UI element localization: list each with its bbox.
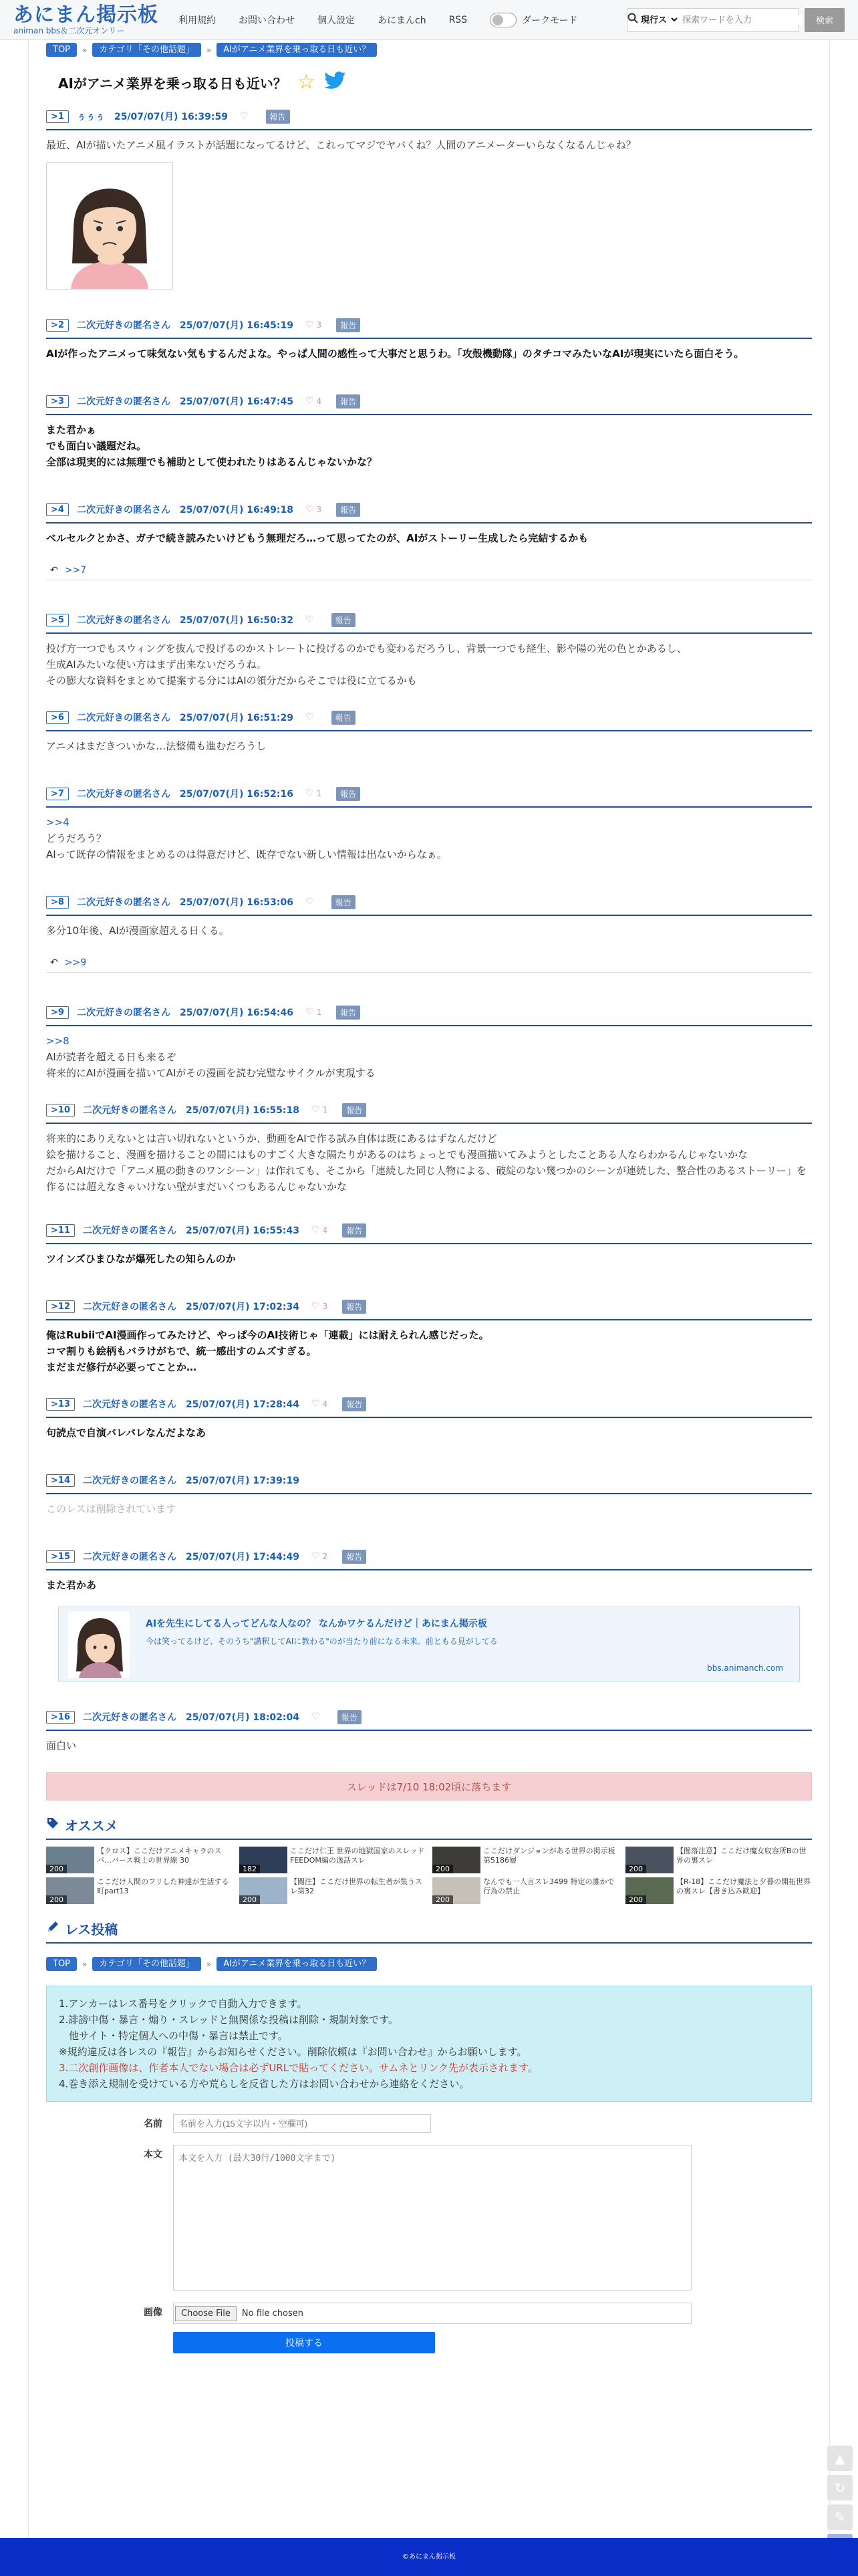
recommend-title-text[interactable]: ここだけ人間のフリした神達が生活する町part13 [97,1877,229,1895]
like-count: 2 [322,1552,328,1561]
post-date: 25/07/07(月) 16:47:45 [179,396,293,407]
recommend-thumbnail [625,1847,674,1873]
post-line: また君かあ [46,1579,97,1591]
reply-count: 200 [432,1865,453,1873]
poster-name: 二次元好きの匿名さん [76,615,170,626]
recommend-item[interactable] [625,1877,812,1904]
toggle-knob [492,15,503,25]
deleted-notice: このレスは削除されています [46,1503,176,1515]
post-number[interactable]: >14 [46,1474,75,1487]
post-body [46,1577,812,1593]
post [46,785,812,862]
breadcrumb-separator: » [82,1959,88,1969]
header-nav [178,13,578,27]
report-button[interactable]: 報告 [342,1300,366,1314]
poster-name: 二次元好きの匿名さん [83,1399,176,1410]
like-count: 1 [316,789,322,798]
post-line: AIが作ったアニメって味気ない気もするんだよな。やっぱ人間の感性って大事だと思うわ。「攻殻機動隊」のタチコマみたいなAIが現実にいたら面白そう。 [46,348,744,360]
breadcrumb-category[interactable]: カテゴリ「その他話題」 [92,43,200,57]
post [46,893,812,973]
link-card-thumbnail [59,1607,139,1681]
like-count: 1 [316,1008,322,1017]
post [46,501,812,580]
submit-button[interactable]: 投稿する [173,2332,435,2353]
post-header [46,893,812,916]
poster-name: 二次元好きの匿名さん [76,789,170,800]
post-number-value[interactable]: 12 [57,1301,70,1312]
post-line: 将来的にありえないとは言い切れないというか、動画をAIで作る試み自体は既にあるはずなんだけど [46,1133,497,1145]
post-number-value[interactable]: 3 [57,396,64,406]
post-number-value[interactable]: 7 [57,788,64,799]
post-body [46,1501,812,1517]
reply-count: 200 [239,1895,260,1904]
poster-name: 二次元好きの匿名さん [83,1712,176,1723]
post-number-value[interactable]: 4 [57,504,64,515]
anchor-link[interactable]: >>4 [46,816,69,828]
post-number[interactable]: >4 [46,503,69,516]
like-count: 1 [322,1105,328,1115]
breadcrumb-top[interactable]: TOP [46,1957,77,1971]
pencil-icon [46,1920,59,1937]
post-number-value[interactable]: 11 [57,1225,70,1236]
post-header [46,709,812,731]
post [46,1472,812,1517]
post-line: どうだろう？ [46,832,107,844]
poster-name: 二次元好きの匿名さん [76,713,170,723]
post-header [46,1708,812,1731]
link-card-domain: bbs.animanch.com [707,1663,783,1673]
post-line: AIって既存の情報をまとめるのは得意だけど、既存でない新しい情報は出ないからなぁ。 [46,848,447,860]
post-form-heading [46,1919,812,1944]
post [46,611,812,689]
report-button[interactable]: 報告 [336,787,360,801]
recommend-title-text[interactable]: 【R-18】ここだけ魔法と夕暮の開拓世界の裏スレ【書き込み歓迎】 [676,1877,811,1895]
name-label: 名前 [144,2119,162,2129]
search-area [627,8,845,32]
post-line: 俺はRubiiでAI漫画作ってみたけど、やっぱ今のAI技術じゃ「連載」には耐えられん感じだった。 [46,1329,489,1341]
recommend-item[interactable] [46,1847,233,1873]
breadcrumb-separator: » [82,45,88,55]
recommend-thumbnail [46,1877,94,1904]
thread-title-row [58,72,812,93]
post-line: ベルセルクとかさ、ガチで続き読みたいけどもう無理だろ…って思ってたのが、AIがストーリー生成したら完結するかも [46,532,589,544]
post-header [46,785,812,808]
anchor-link[interactable]: >>8 [46,1035,69,1047]
poster-name: ぅぅぅ [76,112,105,122]
post-body [46,1033,812,1081]
image-label: 画像 [144,2307,162,2318]
post-date: 25/07/07(月) 16:55:43 [186,1225,299,1236]
post-date: 25/07/07(月) 17:28:44 [186,1399,299,1410]
post-number-value[interactable]: 10 [57,1104,70,1115]
report-button[interactable]: 報告 [331,711,355,725]
recommend-item[interactable] [46,1877,233,1904]
post-number-value[interactable]: 1 [57,111,64,122]
reply-count: 200 [432,1895,453,1904]
search-scope-select[interactable] [638,14,680,25]
heart-icon[interactable]: ♡ [305,897,314,907]
report-button[interactable]: 報告 [337,1710,362,1724]
recommend-thumbnail [46,1847,94,1873]
recommend-item[interactable] [432,1847,619,1873]
link-card-title[interactable]: AIを先生にしてる人ってどんな人なの？ なんかワケるんだけど｜あにまん掲示板 [146,1619,487,1629]
recommend-grid [46,1847,812,1904]
breadcrumb-thread[interactable]: AIがアニメ業界を乗っ取る日も近い？ [217,1957,377,1971]
post-line: まだまだ修行が必要ってことか… [46,1361,197,1373]
report-button[interactable]: 報告 [336,318,360,332]
report-button[interactable]: 報告 [336,394,360,408]
post-date: 25/07/07(月) 16:51:29 [179,713,293,723]
choose-file-button[interactable]: Choose File [175,2306,237,2321]
rule-line: ※規約違反は各レスの『報告』からお知らせください。削除依頼は『お問い合わせ』からお願いします。 [59,2046,527,2058]
nav-terms[interactable]: 利用規約 [178,15,216,26]
reply-icon: ↶ [50,957,58,968]
scroll-top-button[interactable] [827,2446,853,2471]
post [46,1298,812,1375]
heart-icon[interactable]: ♡ [311,1551,320,1562]
post-date: 25/07/07(月) 16:45:19 [179,320,293,331]
breadcrumb-category[interactable]: カテゴリ「その他話題」 [92,1957,200,1971]
reply-count: 200 [46,1865,67,1873]
recommend-item[interactable] [625,1847,812,1873]
like-count: 3 [322,1302,328,1311]
post-header [46,1298,812,1320]
like-count: 4 [316,396,322,406]
recommend-thumbnail [625,1877,674,1904]
like-count: 4 [322,1399,328,1409]
post-number[interactable]: >9 [46,1006,69,1019]
post-number-value[interactable]: 16 [57,1712,70,1722]
recommend-item[interactable] [239,1847,426,1873]
heart-icon[interactable]: ♡ [311,1225,320,1236]
rule-line: 他サイト・特定個人への中傷・暴言は禁止です。 [59,2030,288,2042]
post-body [46,1738,812,1754]
heart-icon[interactable]: ♡ [311,1301,320,1312]
poster-name: 二次元好きの匿名さん [83,1302,176,1312]
post-body [46,1425,812,1441]
post-date: 25/07/07(月) 17:39:19 [186,1476,299,1486]
breadcrumb-top[interactable]: TOP [46,43,77,57]
logo-title[interactable]: あにまん掲示板 [13,3,158,27]
breadcrumb-thread[interactable]: AIがアニメ業界を乗っ取る日も近い？ [217,43,377,57]
post-number[interactable]: >13 [46,1398,75,1411]
poster-name: 二次元好きの匿名さん [83,1552,176,1562]
post [46,1221,812,1267]
breadcrumb-separator: » [206,1959,212,1969]
post-body [46,640,812,689]
site-footer: ©あにまん掲示板 [0,2538,858,2576]
post-form-title: レス投稿 [65,1921,118,1938]
post-number[interactable]: >12 [46,1300,75,1313]
post-line: 全部は現実的には無理でも補助として使われたりはあるんじゃないかな？ [46,456,378,468]
star-icon[interactable]: ☆ [297,70,315,94]
link-preview-card[interactable] [58,1607,800,1681]
heart-icon[interactable]: ♡ [305,504,314,515]
post-body [46,738,812,754]
reply-row [46,957,812,973]
post [46,709,812,754]
rule-line: 2.誹謗中傷・暴言・煽り・スレッドと無関係な投稿は削除・規制対象です。 [59,2014,398,2026]
post-header [46,1004,812,1026]
recommend-title-text[interactable]: 【閲注】ここだけ世界の転生者が集うスレ第32 [290,1877,422,1895]
poster-name: 二次元好きの匿名さん [76,320,170,331]
post [46,1395,812,1441]
post-body [46,346,812,362]
post [46,1548,812,1681]
search-box [627,8,799,32]
report-button[interactable]: 報告 [342,1397,366,1411]
main-content [28,40,830,2576]
heart-icon[interactable]: ♡ [305,712,314,723]
nav-animanch[interactable]: あにまんch [378,15,426,26]
post-body [46,1131,812,1195]
heart-icon[interactable]: ♡ [305,788,314,799]
recommend-thumbnail [239,1847,287,1873]
heart-icon[interactable]: ♡ [311,1104,320,1115]
like-count: 4 [322,1225,328,1235]
nav-rss[interactable]: RSS [448,14,468,25]
reload-icon: ↻ [834,2480,846,2496]
post [46,316,812,362]
post-line: でも面白い議題だね。 [46,440,147,452]
post-date: 25/07/07(月) 16:39:59 [114,112,228,122]
logo-subtitle: animan bbs＆二次元オンリー [13,25,125,35]
breadcrumb [46,1954,812,1971]
post-number[interactable]: >3 [46,395,69,408]
post-line: AIが読者を超える日も来るぞ [46,1051,176,1063]
post-line: だからAIだけで「アニメ風の動きのワンシーン」は作れても、そこから「連続した同じ人物による、破綻のない幾つかのシーンが連続した、整合性のあるストーリー」を作るには超えなきゃいけない壁がまだいくつもあるんじゃないかな [46,1165,807,1193]
arrow-up-icon: ▲ [835,2450,845,2466]
heart-icon[interactable]: ♡ [311,1712,320,1722]
poster-name: 二次元好きの匿名さん [76,1008,170,1018]
post-number[interactable]: >15 [46,1550,75,1563]
post-body [46,1327,812,1375]
post-line: ツインズひまひなが爆死したの知らんのか [46,1253,236,1265]
post-number-value[interactable]: 2 [57,320,64,330]
tag-icon [46,1817,59,1833]
post-body [46,1251,812,1267]
post-line: アニメはまだきついかな…法整備も進むだろうし [46,740,267,752]
post-date: 25/07/07(月) 16:55:18 [186,1105,299,1116]
body-label: 本文 [144,2149,162,2160]
post [46,1708,812,1754]
post-number[interactable]: >10 [46,1104,75,1117]
post-header [46,611,812,634]
recommend-thumbnail [432,1847,480,1873]
dark-mode-label: ダークモード [522,15,578,26]
post-line: コマ割りも絵柄もバラけがちで、統一感出すのムズすぎる。 [46,1345,317,1357]
report-button[interactable]: 報告 [331,613,355,627]
post-body [46,814,812,862]
heart-icon[interactable]: ♡ [305,320,314,330]
post-line: その膨大な資料をまとめて提案する分にはAIの領分だからそこでは役に立てるかも [46,675,417,687]
like-count: 3 [316,505,322,514]
report-button[interactable]: 報告 [342,1103,366,1117]
recommend-title: オススメ [65,1818,118,1834]
nav-contact[interactable]: お問い合わせ [239,15,295,26]
poster-name: 二次元好きの匿名さん [83,1476,176,1486]
dark-mode-toggle[interactable] [490,13,517,27]
post-line: 句読点で自演バレバレなんだよなあ [46,1427,206,1439]
post-header [46,392,812,415]
thread-expire-notice: スレッドは7/10 18:02頃に落ちます [46,1772,812,1800]
reload-button[interactable] [827,2475,853,2500]
post-number[interactable]: >2 [46,319,69,332]
file-input[interactable] [173,2303,692,2324]
report-button[interactable]: 報告 [336,503,360,517]
site-header [0,0,858,40]
post [46,1101,812,1195]
breadcrumb [46,40,812,57]
heart-icon[interactable]: ♡ [239,111,249,122]
post [46,1004,812,1081]
post-date: 25/07/07(月) 17:02:34 [186,1302,299,1312]
image-row [46,2303,812,2324]
post-number[interactable]: >16 [46,1711,75,1724]
post [46,392,812,470]
post-number-value[interactable]: 14 [57,1475,70,1486]
post-number[interactable]: >8 [46,896,69,909]
post-line: 最近、AIが描いたアニメ風イラストが話題になってるけど、これってマジでヤバくね？人間のアニメーターいらなくなるんじゃね？ [46,139,636,151]
post-header [46,1101,812,1124]
post-list [46,108,812,1754]
post-header [46,108,812,130]
poster-name: 二次元好きの匿名さん [83,1105,176,1116]
post-line: 多分10年後、AIが漫画家超える日くる。 [46,925,229,937]
recommend-title-text[interactable]: ここだけ仁王 世界の地獄国家のスレッドFEEDOM編の逸話スレ [290,1847,425,1865]
recommend-title-text[interactable]: なんでも一人言スレ3499 特定の誰かで行為の禁止 [483,1877,615,1895]
recommend-item[interactable] [432,1877,619,1904]
report-button[interactable]: 報告 [342,1550,366,1564]
poster-name: 二次元好きの匿名さん [83,1225,176,1236]
recommend-item[interactable] [239,1877,426,1904]
post-number[interactable]: >1 [46,110,69,123]
post [46,108,812,289]
file-status: No file chosen [241,2308,303,2319]
heart-icon[interactable]: ♡ [305,1007,314,1018]
pencil-icon: ✎ [834,2509,846,2525]
recommend-thumbnail [239,1877,287,1904]
reply-count: 200 [625,1865,646,1873]
write-button[interactable] [827,2504,853,2530]
post-number-value[interactable]: 15 [57,1551,70,1562]
post-number-value[interactable]: 6 [57,712,64,723]
post-date: 25/07/07(月) 16:49:18 [179,505,293,515]
reply-count: 182 [239,1865,260,1873]
recommend-title-text[interactable]: 【闇落注意】ここだけ魔女収容所Bの世界の裏スレ [676,1847,807,1865]
post-body [46,923,812,939]
name-row [46,2114,812,2133]
rule-line: 1.アンカーはレス番号をクリックで自動入力できます。 [59,1998,307,2010]
post-date: 25/07/07(月) 16:53:06 [179,897,293,908]
recommend-thumbnail [432,1877,480,1904]
reply-link[interactable]: >>9 [64,957,87,968]
heart-icon[interactable]: ♡ [305,614,314,625]
search-input[interactable] [680,15,803,25]
post-line: また君かぁ [46,424,97,436]
post-body [46,530,812,546]
post-header [46,316,812,339]
post-header [46,1395,812,1418]
body-row [46,2145,812,2291]
post-body [46,422,812,470]
reply-icon: ↶ [50,565,58,576]
post-number-value[interactable]: 5 [57,614,64,625]
post-date: 25/07/07(月) 16:52:16 [179,789,293,800]
post-date: 25/07/07(月) 16:50:32 [179,615,293,626]
poster-name: 二次元好きの匿名さん [76,396,170,407]
post-line: 将来的にAIが漫画を描いてAIがその漫画を読む完璧なサイクルが実現する [46,1067,376,1079]
post-header [46,1548,812,1570]
post-number-value[interactable]: 9 [57,1007,64,1018]
post-number-value[interactable]: 13 [57,1399,70,1409]
link-card-description: 今は笑ってるけど、そのうち"講釈してAIに教わる"のが当たり前になる未来。前ともる見がしてる [146,1637,498,1646]
breadcrumb-separator: » [206,45,212,55]
site-logo[interactable] [13,5,158,35]
post-line: 生成AIみたいな使い方はまず出来ないだろうね。 [46,659,267,671]
search-icon [627,13,638,27]
report-button[interactable]: 報告 [342,1223,366,1238]
poster-name: 二次元好きの匿名さん [76,897,170,908]
post-date: 25/07/07(月) 16:54:46 [179,1008,293,1018]
post-number-value[interactable]: 8 [57,897,64,907]
post-header [46,501,812,523]
post-date: 25/07/07(月) 18:02:04 [186,1712,299,1723]
poster-name: 二次元好きの匿名さん [76,505,170,515]
reply-count: 200 [625,1895,646,1904]
post-number[interactable]: >5 [46,614,69,626]
posting-rules [46,1986,812,2102]
post-line: 面白い [46,1740,77,1752]
heart-icon[interactable]: ♡ [311,1399,320,1409]
post-body [46,137,812,153]
recommend-heading [46,1815,812,1840]
rule-line: 4.巻き添え規制を受けている方や荒らしを反省した方はお問い合わせから連絡をください。 [59,2078,470,2090]
report-button[interactable]: 報告 [266,110,290,124]
like-count: 3 [316,320,322,330]
recommend-title-text[interactable]: ここだけダンジョンがある世界の掲示板 第5186層 [483,1847,615,1865]
rule-line: 3.二次創作画像は、作者本人でない場合は必ずURLで貼ってください。サムネとリンク先が表示されます。 [59,2062,538,2074]
post-line: 絵を描けること、漫画を描けることの間にはものすごく大きな隔たりがあるのはちょっとでも漫画描いてみようとしたことある人ならわかるんじゃないかな [46,1149,748,1161]
post-image[interactable] [46,162,173,289]
post-header [46,1472,812,1494]
search-button[interactable]: 検索 [805,8,845,32]
name-input[interactable] [173,2114,431,2133]
report-button[interactable]: 報告 [336,1006,360,1020]
reply-link[interactable]: >>7 [64,565,87,576]
post-number[interactable]: >11 [46,1224,75,1237]
reply-row [46,565,812,580]
post-number[interactable]: >6 [46,711,69,724]
link-card-body [139,1607,799,1681]
heart-icon[interactable]: ♡ [305,396,314,406]
reply-count: 200 [46,1895,67,1904]
post-date: 25/07/07(月) 17:44:49 [186,1552,299,1562]
thread-title: AIがアニメ業界を乗っ取る日も近い？ [58,75,287,92]
report-button[interactable]: 報告 [331,895,355,909]
body-textarea[interactable] [173,2145,692,2291]
twitter-icon[interactable] [325,72,346,93]
recommend-title-text[interactable]: 【クロス】ここだけアニメキャラのスパ…バース戦士の世界線 30 [97,1847,222,1865]
post-number[interactable]: >7 [46,788,69,800]
nav-settings[interactable]: 個人設定 [317,15,355,26]
post-line: 投げ方一つでもスウィングを抜んで投げるのかストレートに投げるのかでも変わるだろうし、背景一つでも経生、影や陽の光の色とかあるし、 [46,642,687,655]
post-header [46,1221,812,1244]
